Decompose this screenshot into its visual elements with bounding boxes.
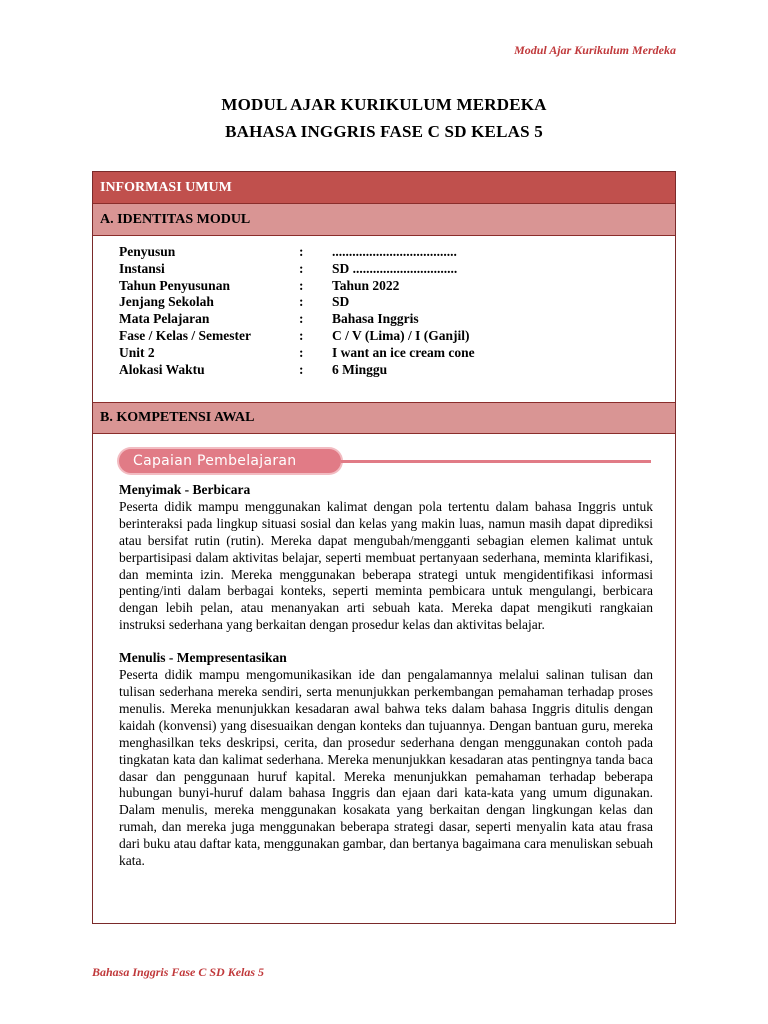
document-subtitle: BAHASA INGGRIS FASE C SD KELAS 5	[225, 122, 543, 141]
identitas-separator: :	[299, 311, 304, 327]
capaian-content	[119, 482, 653, 870]
section-informasi-umum: INFORMASI UMUM	[93, 172, 675, 204]
document-title: MODUL AJAR KURIKULUM MERDEKA	[221, 95, 547, 114]
paragraph-menyimak: Peserta didik mampu menggunakan kalimat dengan pola tertentu dalam bahasa Inggris untuk berinteraksi pada lingkup situasi sosial dan kelas yang makin luas, namun masih dapat diprediksi atau bersifat rutin (rutin). Mereka dapat mengubah/mengganti sebagian elemen kalimat untuk berpartisipasi dalam aktivitas belajar, seperti membuat pertanyaan sederhana, meminta klarifikasi, dan meminta izin. Mereka menggunakan beberapa strategi untuk mengidentifikasi informasi penting/inti dalam berbagai konteks, seperti meminta pembicara untuk mengulangi, berbicara dengan lebih pelan, atau menanyakan arti sebuah kata. Mereka dapat mengikuti rangkaian instruksi sederhana yang berkaitan dengan prosedur kelas dan aktivitas belajar.	[119, 498, 653, 633]
identitas-value: C / V (Lima) / I (Ganjil)	[332, 327, 470, 343]
identitas-label: Jenjang Sekolah	[119, 294, 214, 310]
identitas-row	[119, 278, 475, 295]
running-footer: Bahasa Inggris Fase C SD Kelas 5	[92, 965, 265, 979]
identitas-label: Penyusun	[119, 244, 176, 259]
identitas-label: Alokasi Waktu	[119, 361, 205, 377]
identitas-row	[119, 261, 475, 278]
identitas-row	[119, 294, 475, 311]
identitas-row	[119, 244, 475, 261]
subheading-menyimak: Menyimak - Berbicara	[119, 482, 251, 497]
running-header: Modul Ajar Kurikulum Merdeka	[514, 43, 676, 57]
identitas-value: Bahasa Inggris	[332, 311, 419, 327]
identitas-separator: :	[299, 277, 304, 293]
identitas-row	[119, 311, 475, 328]
identitas-label: Tahun Penyusunan	[119, 277, 230, 293]
identitas-value: Tahun 2022	[332, 277, 400, 293]
identitas-value: 6 Minggu	[332, 361, 388, 377]
identitas-label: Fase / Kelas / Semester	[119, 327, 251, 343]
identitas-separator: :	[299, 361, 304, 377]
identitas-row	[119, 362, 475, 379]
identitas-row	[119, 328, 475, 345]
info-box	[92, 171, 676, 924]
subheading-menulis: Menulis - Mempresentasikan	[119, 650, 287, 666]
identitas-separator: :	[299, 294, 304, 310]
capaian-pill: Capaian Pembelajaran	[119, 449, 341, 473]
paragraph-spacer	[119, 634, 653, 650]
identitas-label: Mata Pelajaran	[119, 311, 210, 327]
identitas-value: SD	[332, 294, 350, 310]
capaian-banner	[119, 449, 653, 475]
section-identitas-modul: A. IDENTITAS MODUL	[93, 204, 675, 236]
identitas-label: Instansi	[119, 260, 165, 276]
identitas-list	[119, 244, 475, 378]
identitas-value: SD ...............................	[332, 260, 458, 276]
identitas-value: I want an ice cream cone	[332, 344, 475, 360]
paragraph-menulis: Peserta didik mampu mengomunikasikan ide dan pengalamannya melalui salinan tulisan dan tulisan sederhana mereka sendiri, serta menunjukkan perkembangan pemahaman terhadap proses menulis. Mereka menunjukkan kesadaran awal bahwa teks dalam bahasa Inggris ditulis dengan kaidah (konvensi) yang disesuaikan dengan konteks dan tujuannya. Dengan bantuan guru, mereka menghasilkan teks deskripsi, cerita, dan prosedur sederhana dengan menggunakan contoh pada tingkatan kata dan kalimat sederhana. Mereka menunjukkan kesadaran atas pentingnya tanda baca dasar dan penggunaan huruf kapital. Mereka menunjukkan pemahaman terhadap beberapa hubungan bunyi-huruf dalam bahasa Inggris dan ejaan dari kata-kata yang umum digunakan. Dalam menulis, mereka menggunakan kosakata yang berkaitan dengan lingkungan kelas dan rumah, dan mereka juga menggunakan beberapa strategi dasar, seperti menyalin kata atau frasa dari buku atau daftar kata, menggunakan gambar, dan bertanya bagaimana cara menuliskan sebuah kata.	[119, 667, 653, 869]
identitas-separator: :	[299, 244, 304, 259]
identitas-separator: :	[299, 327, 304, 343]
identitas-row	[119, 345, 475, 362]
identitas-separator: :	[299, 344, 304, 360]
section-kompetensi-awal: B. KOMPETENSI AWAL	[93, 402, 675, 434]
identitas-label: Unit 2	[119, 344, 155, 360]
capaian-rule	[341, 460, 651, 463]
identitas-value: .....................................	[332, 244, 457, 259]
identitas-separator: :	[299, 260, 304, 276]
